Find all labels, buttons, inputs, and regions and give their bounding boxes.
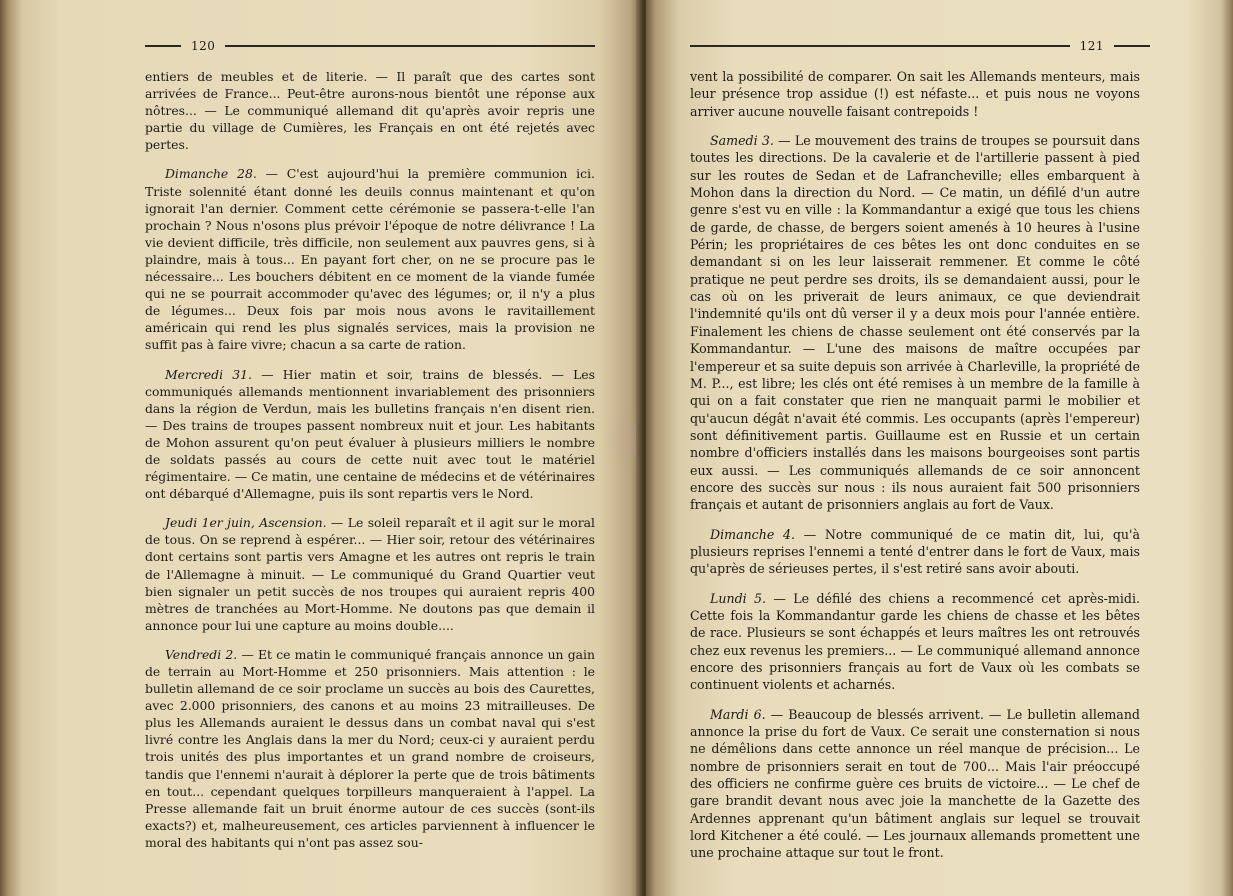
left-page-text <box>145 68 595 863</box>
paragraph-text: — Le soleil reparaît et il agit sur le moral de tous. On se reprend à espérer... — Hier soir, retour des vétérinaires dont certains sont partis vers Amagne et les autres ont repris le train de l'Allemagne à minuit. — Le communiqué du Grand Quartier veut bien signaler un petit succès de nos troupes qui auraient repris 400 mètres de tranchées au Mort-Homme. Ne doutons pas que demain il annonce pour lui une capture au moins double.... <box>145 515 595 633</box>
paragraph <box>145 165 595 353</box>
left-page-header <box>145 38 595 54</box>
entry-date: Mercredi 31. <box>165 366 252 382</box>
header-rule <box>690 45 1070 47</box>
paragraph <box>690 706 1140 862</box>
right-page-text <box>690 68 1140 874</box>
header-rule <box>1114 45 1150 47</box>
paragraph-text: — Notre communiqué de ce matin dit, lui, qu'à plusieurs reprises l'ennemi a tenté d'entrer dans le fort de Vaux, mais qu'après de sérieuses pertes, il s'est retiré sans avoir abouti. <box>690 526 1140 577</box>
paragraph <box>145 366 595 503</box>
entry-date: Lundi 5. <box>710 590 767 606</box>
paragraph <box>145 514 595 634</box>
header-rule <box>225 45 595 47</box>
paragraph <box>690 526 1140 578</box>
paragraph-text: — Le défilé des chiens a recommencé cet après-midi. Cette fois la Kommandantur garde les chiens de chasse et les bêtes de race. Plusieurs se sont échappés et leurs maîtres les ont retrouvés chez eux revenus les premiers... — Le communiqué allemand annonce encore des prisonniers français au fort de Vaux où les combats se continuent violents et acharnés. <box>690 590 1140 693</box>
entry-date: Samedi 3. <box>710 133 774 149</box>
paragraph-text: entiers de meubles et de literie. — Il paraît que des cartes sont arrivées de France... Peut-être aurons-nous bientôt une réponse aux nôtres... — Le communiqué allemand dit qu'après avoir repris une partie du village de Cumières, les Français en ont été rejetés avec pertes. <box>145 69 595 153</box>
entry-date: Jeudi 1er juin, Ascension. <box>165 515 327 531</box>
paragraph <box>690 68 1140 120</box>
paragraph <box>145 646 595 851</box>
paragraph-text: — Le mouvement des trains de troupes se poursuit dans toutes les directions. De la cavalerie et de l'artillerie passent à pied sur les routes de Sedan et de Lafrancheville; elles embarquent à Mohon dans la direction du Nord. — Ce matin, un défilé d'un autre genre s'est vu en ville : la Kommandantur a exigé que tous les chiens de garde, de chasse, de bergers soient amenés à 10 heures à l'usine Périn; les propriétaires de ces bêtes les ont donc conduites en se demandant si on les leur laisserait remmener. Et comme le côté pratique ne peut perdre ses droits, ils se demandaient aussi, pour le cas où on les priverait de leurs animaux, ce que deviendrait l'indemnité qu'ils ont dû verser il y a deux mois pour l'année entière. Finalement les chiens de chasse seulement ont été conservés par la Kommandantur. — L'une des maisons de maître occupées par l'empereur et sa suite depuis son arrivée à Charleville, la propriété de M. P..., est libre; les clés ont été remises à un membre de la famille à qui on a fait constater que rien ne manquait parmi le mobilier et qu'aucun dégât n'avait été commis. Les occupants (après l'empereur) sont définitivement partis. Guillaume est en Russie et un certain nombre d'officiers installés dans les maisons bourgeoises sont partis eux aussi. — Les communiqués allemands de ce soir annoncent encore des succès sur nous : ils nous auraient fait 500 prisonniers français et autant de prisonniers anglais au fort de Vaux. <box>690 133 1140 513</box>
paragraph <box>690 590 1140 694</box>
page-number: 121 <box>1079 39 1104 53</box>
paragraph-text: — Hier matin et soir, trains de blessés. — Les communiqués allemands mentionnent invariablement des prisonniers dans la région de Verdun, mais les bulletins français n'en disent rien. — Des trains de troupes passent nombreux nuit et jour. Les habitants de Mohon assurent qu'on peut évaluer à plusieurs milliers le nombre de soldats passés au cours de cette nuit avec tout le matériel régimentaire. — Ce matin, une centaine de médecins et de vétérinaires ont débarqué d'Allemagne, puis ils sont repartis vers le Nord. <box>145 366 595 502</box>
entry-date: Mardi 6. <box>710 706 766 722</box>
paragraph <box>690 132 1140 514</box>
header-rule <box>145 45 181 47</box>
paragraph-text: — Et ce matin le communiqué français annonce un gain de terrain au Mort-Homme et 250 prisonniers. Mais attention : le bulletin allemand de ce soir proclame un succès au bois des Caurettes, avec 2.000 prisonniers, des canons et au moins 23 mitrailleuses. De plus les Allemands auraient le dessus dans un combat naval qui s'est livré contre les Anglais dans la mer du Nord; ceux-ci y auraient perdu trois unités des plus importantes et un grand nombre de croiseurs, tandis que l'ennemi n'aurait à déplorer la perte que de trois bâtiments en tout... cependant quelques torpilleurs manqueraient à l'appel. La Presse allemande fait un bruit énorme autour de ces succès (sont-ils exacts?) et, malheureusement, ces articles parviennent à influencer le moral des habitants qui n'ont pas assez sou- <box>145 646 595 850</box>
page-number: 120 <box>191 39 216 53</box>
paragraph-text: vent la possibilité de comparer. On sait les Allemands menteurs, mais leur présence trop assidue (!) est néfaste... et puis nous ne voyons arriver aucune nouvelle faisant contrepoids ! <box>690 69 1140 119</box>
entry-date: Dimanche 28. <box>165 166 257 182</box>
paragraph-text: — C'est aujourd'hui la première communion ici. Triste solennité étant donné les deuils connus maintenant et qu'on ignorait l'an dernier. Comment cette cérémonie se passera-t-elle l'an prochain ? Nous n'osons plus prévoir l'époque de notre délivrance ! La vie devient difficile, très difficile, non seulement aux pauvres gens, si à plaindre, mais à tous... En payant fort cher, on ne se procure pas le nécessaire... Les bouchers débitent en ce moment de la viande fumée qui ne se pourrait accommoder qu'avec des légumes; or, il n'y a plus de légumes... Deux fois par mois nous avons le ravitaillement américain qui rend les plus signalés services, mais la provision ne suffit pas à faire vivre; chacun a sa carte de ration. <box>145 166 595 353</box>
entry-date: Vendredi 2. <box>165 646 238 662</box>
right-page <box>646 0 1233 896</box>
entry-date: Dimanche 4. <box>710 526 795 542</box>
right-page-header <box>690 38 1150 54</box>
paragraph-text: — Beaucoup de blessés arrivent. — Le bulletin allemand annonce la prise du fort de Vaux. Ce serait une consternation si nous ne démêlions dans cette annonce un réel manque de précision... Le nombre de prisonniers serait en tout de 700... Mais l'air préoccupé des officiers ne confirme guère ces bruits de victoire... — Le chef de gare brandit devant nous avec joie la manchette de la Gazette des Ardennes apprenant qu'un bâtiment anglais sur lequel se trouvait lord Kitchener a été coulé. — Les journaux allemands promettent une une prochaine attaque sur tout le front. <box>690 706 1140 861</box>
paragraph <box>145 68 595 153</box>
